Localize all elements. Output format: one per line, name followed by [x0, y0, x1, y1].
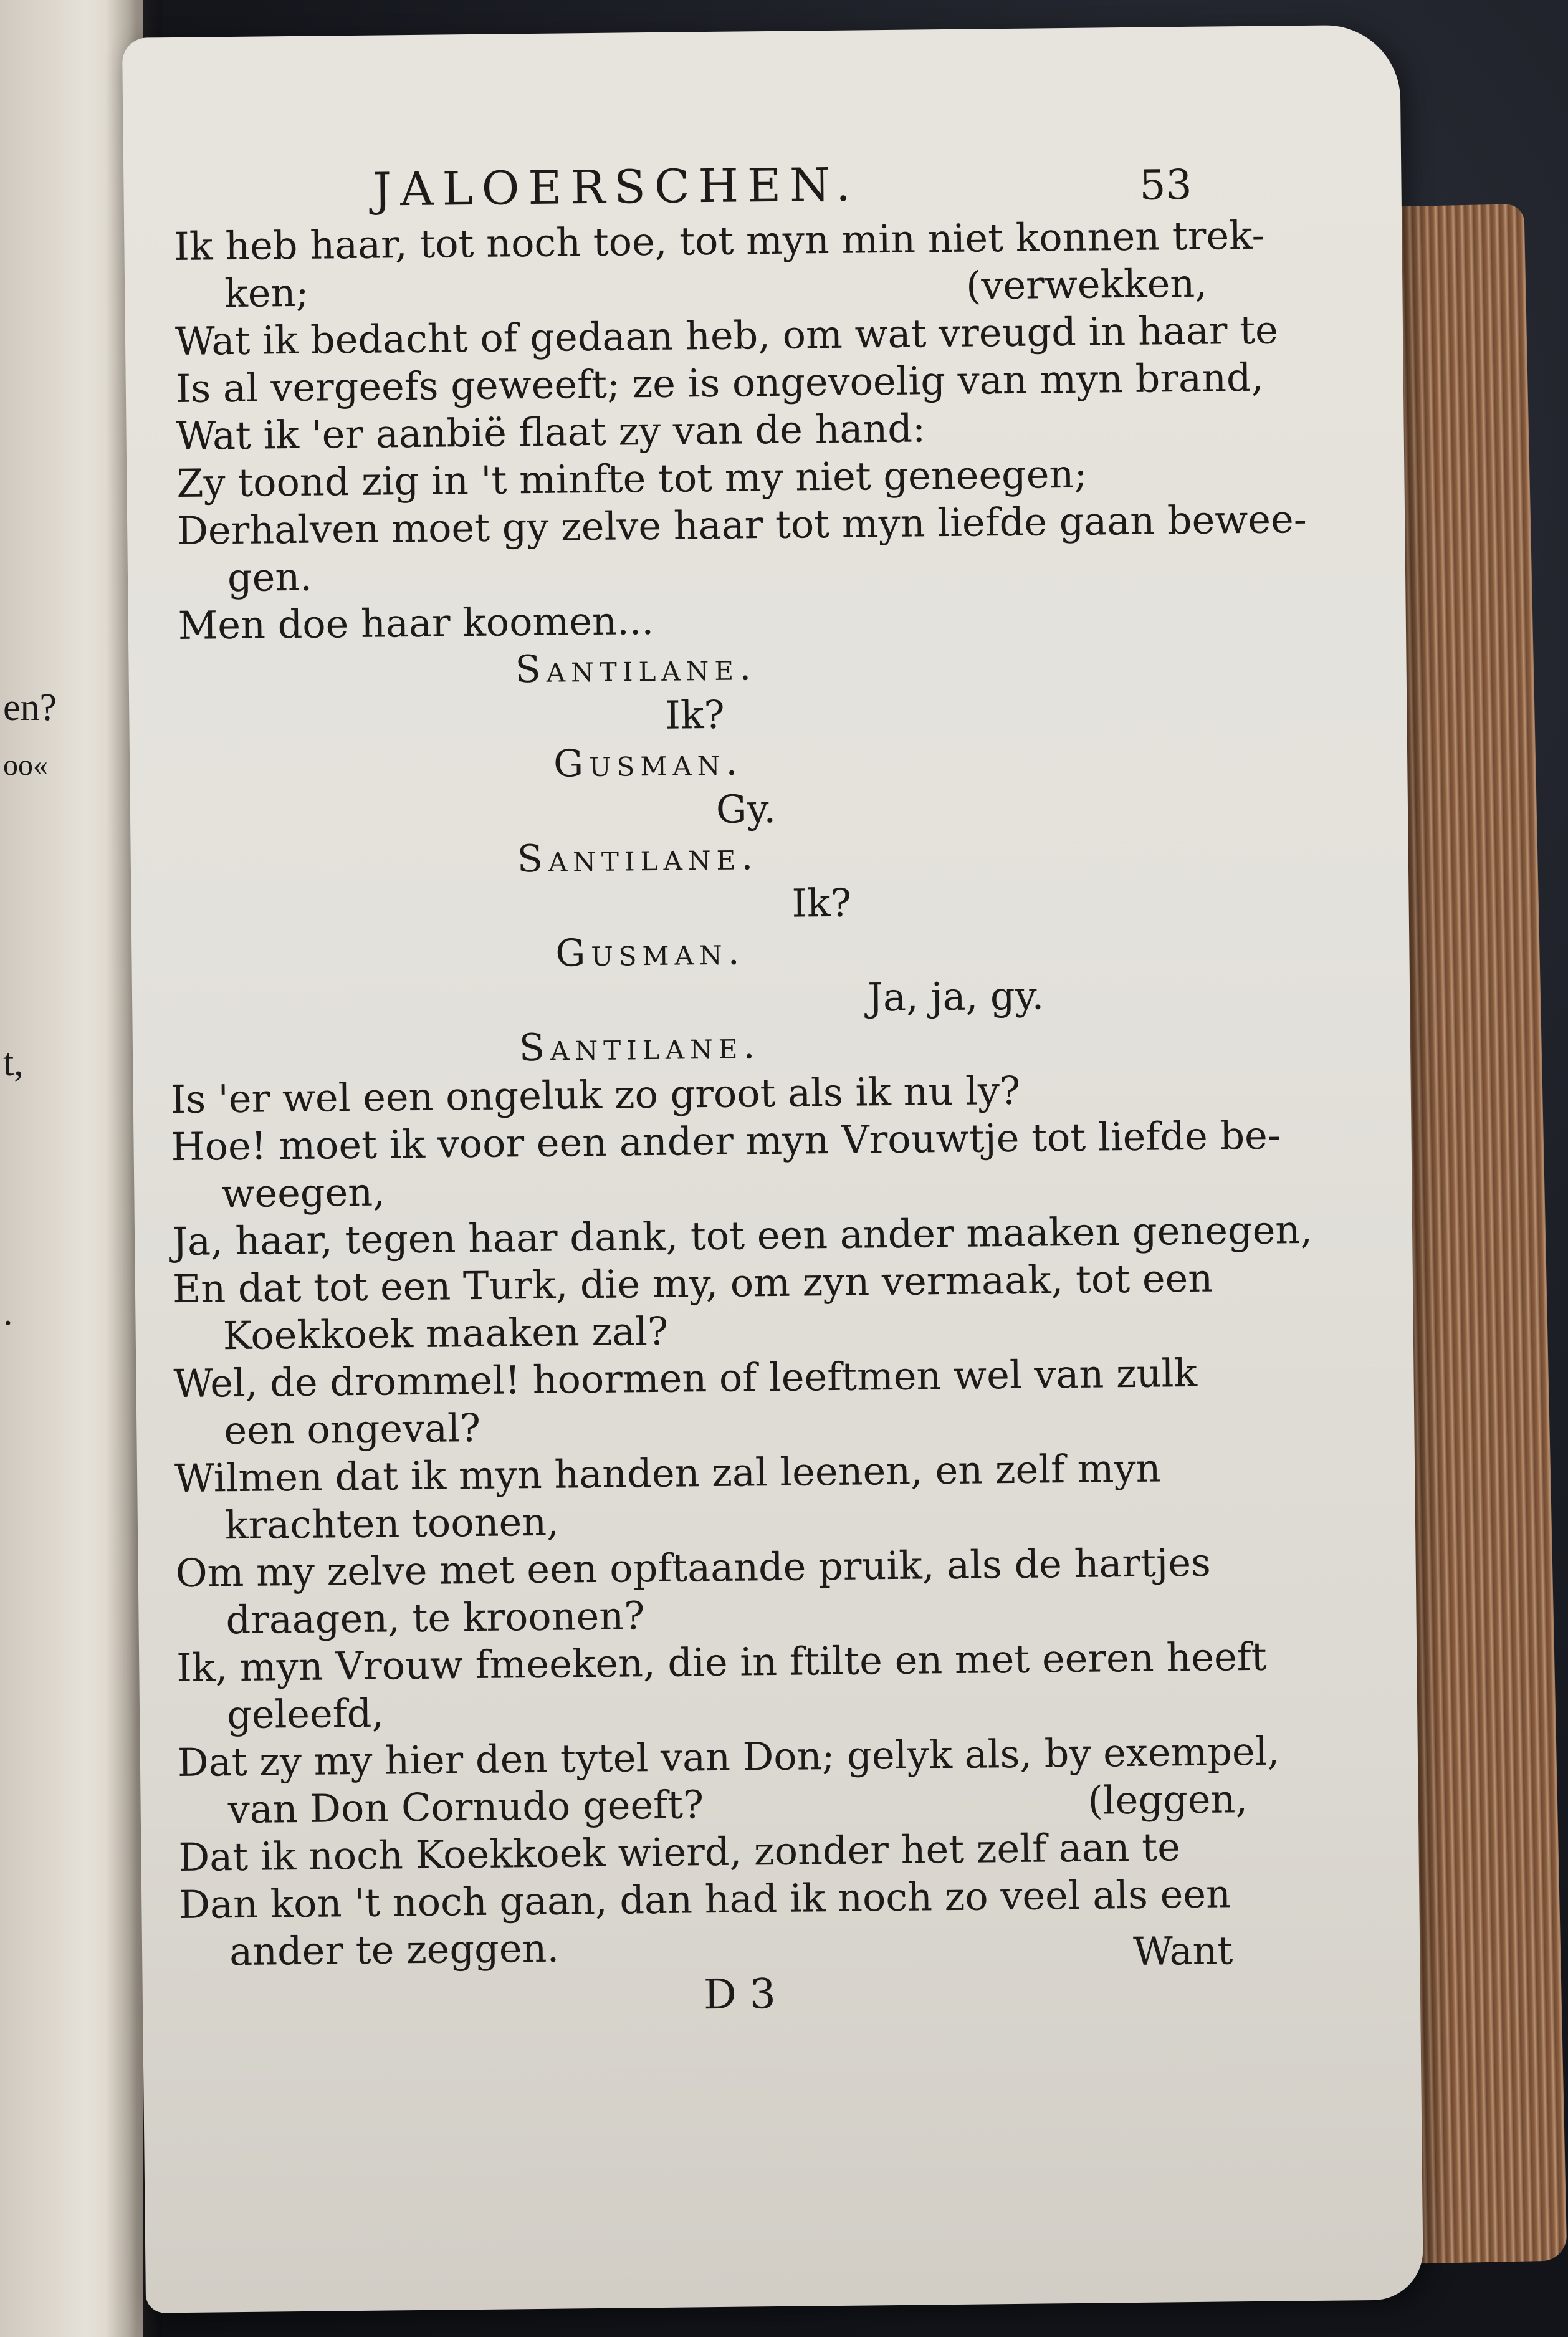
text-line: Wel, de drommel! hoormen of leeftmen wel van zulk	[173, 1350, 1198, 1407]
speech-line: Gy.	[715, 785, 777, 832]
left-page-fragment: oo«	[3, 749, 48, 782]
text-line: krachten toonen,	[224, 1499, 560, 1548]
left-page-fragment: t,	[3, 1042, 24, 1084]
speech-line: Ja, ja, gy.	[867, 972, 1045, 1020]
speaker-name: Gusman.	[553, 740, 743, 786]
text-line: Koekkoek maaken zal?	[222, 1308, 669, 1359]
text-line: En dat tot een Turk, die my, om zyn vermaak, tot een	[172, 1255, 1213, 1312]
speaker-name: Gusman.	[555, 929, 745, 976]
text-line: ander te zeggen.	[229, 1925, 560, 1975]
text-line: Dat ik noch Koekkoek wierd, zonder het zelf aan te	[178, 1824, 1181, 1881]
page-text	[122, 24, 1423, 2313]
speaker-name: Santilane.	[517, 835, 759, 881]
speech-line: Ik?	[791, 880, 852, 926]
text-line: Hoe! moet ik voor een ander myn Vrouwtje tot liefde be-	[171, 1112, 1281, 1170]
text-line: draagen, te kroonen?	[226, 1593, 645, 1643]
book-page	[122, 24, 1423, 2313]
text-line: Ik heb haar, tot noch toe, tot myn min niet konnen trek-	[174, 212, 1265, 269]
text-line: gen.	[227, 554, 313, 601]
catchword: Want	[1132, 1927, 1233, 1975]
text-line: Wat ik 'er aanbië flaat zy van de hand:	[176, 405, 926, 459]
text-line: Dat zy my hier den tytel van Don; gelyk als, by exempel,	[177, 1728, 1280, 1786]
speaker-name: Santilane.	[519, 1024, 761, 1070]
left-page-fragment: .	[3, 1291, 13, 1333]
text-line: Men doe haar koomen...	[178, 597, 654, 648]
speaker-name: Santilane.	[515, 645, 757, 692]
page-number: 53	[1139, 160, 1192, 209]
text-line: Ja, haar, tegen haar dank, tot een ander maaken genegen,	[171, 1206, 1313, 1265]
speech-line: Ik?	[664, 691, 725, 738]
text-line: Derhalven moet gy zelve haar tot myn liefde gaan bewee-	[176, 496, 1307, 554]
text-line: weegen,	[221, 1169, 386, 1217]
text-line: Dan kon 't noch gaan, dan had ik noch zo veel als een	[178, 1871, 1231, 1928]
text-line: Is al vergeefs geweeft; ze is ongevoelig van myn brand,	[175, 354, 1264, 411]
text-line: Zy toond zig in 't minfte tot my niet geneegen;	[176, 451, 1088, 506]
text-line: (verwekken,	[965, 260, 1208, 309]
text-line: geleefd,	[226, 1690, 385, 1738]
text-line: ken;	[224, 269, 309, 317]
text-line: Wilmen dat ik myn handen zal leenen, en zelf myn	[174, 1445, 1161, 1502]
running-title: JALOERSCHEN.	[373, 158, 859, 217]
text-line: Is 'er wel een ongeluk zo groot als ik nu ly?	[170, 1067, 1021, 1123]
text-line: Om my zelve met een opftaande pruik, als de hartjes	[175, 1539, 1212, 1596]
left-page-fragment: en?	[3, 686, 57, 729]
text-line: Ik, myn Vrouw fmeeken, die in ftilte en met eeren heeft	[176, 1633, 1267, 1691]
signature-mark: D 3	[703, 1970, 777, 2019]
text-line: (leggen,	[1088, 1776, 1248, 1823]
text-line: een ongeval?	[223, 1404, 481, 1454]
text-line: Wat ik bedacht of gedaan heb, om wat vreugd in haar te	[174, 307, 1279, 364]
text-line: van Don Cornudo geeft?	[227, 1782, 704, 1833]
